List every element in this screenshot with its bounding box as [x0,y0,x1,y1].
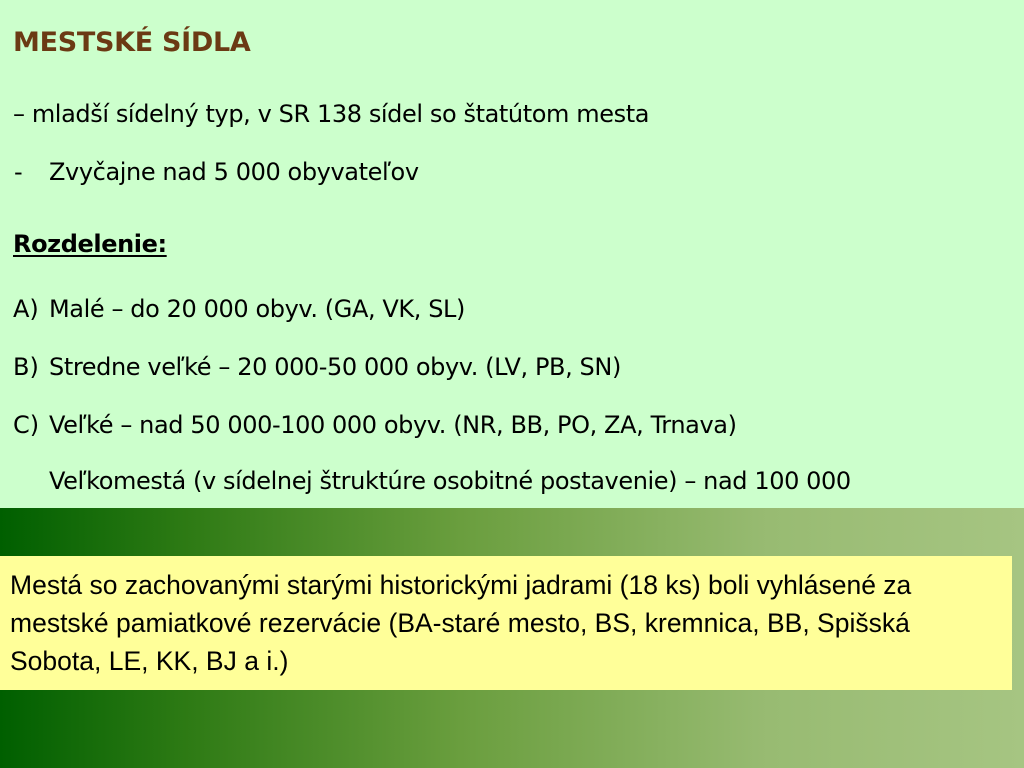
category-text-c: Veľké – nad 50 000-100 000 obyv. (NR, BB, PO, ZA, Trnava) [49,411,737,439]
intro-line: – mladší sídelný typ, v SR 138 sídel so štatútom mesta [13,100,650,128]
bullet-marker: - [14,158,23,186]
slide-title: MESTSKÉ SÍDLA [13,27,251,58]
bullet-text: Zvyčajne nad 5 000 obyvateľov [49,158,419,186]
note-box [0,556,1012,690]
category-marker-b: B) [13,353,39,381]
note-text: Mestá so zachovanými starými historickými jadrami (18 ks) boli vyhlásené za mestské pamiatkové rezervácie (BA-staré mesto, BS, kremnica, BB, Spišská Sobota, LE, KK, BJ a i.) [10,570,912,676]
continuation-line: Veľkomestá (v sídelnej štruktúre osobitné postavenie) – nad 100 000 [49,467,851,495]
category-text-b: Stredne veľké – 20 000-50 000 obyv. (LV, PB, SN) [49,353,621,381]
section-heading: Rozdelenie: [13,230,167,258]
category-text-a: Malé – do 20 000 obyv. (GA, VK, SL) [49,295,465,323]
category-marker-a: A) [13,295,39,323]
category-marker-c: C) [13,411,40,439]
